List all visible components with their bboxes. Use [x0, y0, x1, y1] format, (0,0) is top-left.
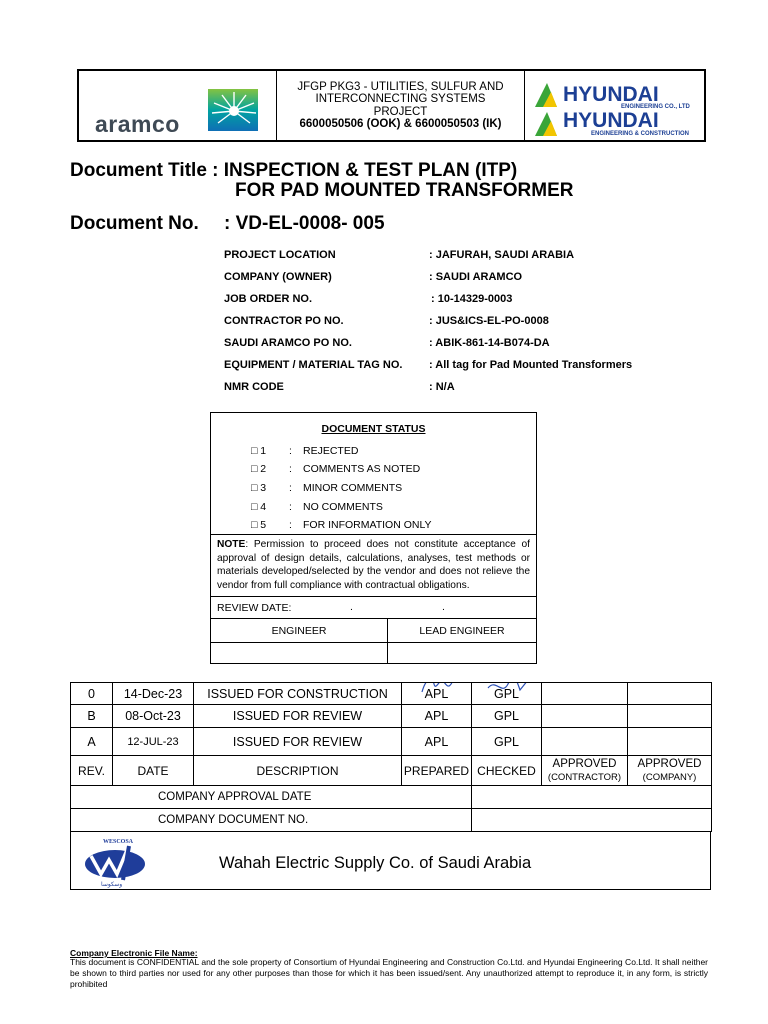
table-row	[71, 705, 712, 728]
info-label: SAUDI ARAMCO PO NO.	[224, 337, 352, 349]
lead-engineer-label: LEAD ENGINEER	[419, 624, 505, 637]
description-cell: ISSUED FOR REVIEW	[194, 728, 402, 756]
hyundai-logo-sub-2: ENGINEERING & CONSTRUCTION	[591, 131, 690, 137]
approved-contractor-header	[542, 756, 628, 786]
hyundai-logo-text-1: HYUNDAI	[563, 83, 659, 106]
engineer-label: ENGINEER	[211, 619, 388, 642]
approved-label: APPROVED	[637, 757, 702, 770]
status-checkbox[interactable]: □ 3	[251, 482, 267, 494]
checked-cell: GPL	[472, 728, 542, 756]
status-colon: :	[289, 482, 292, 494]
vendor-row	[70, 832, 711, 890]
signature-blank-row[interactable]	[211, 642, 536, 664]
info-value: : JUS&ICS-EL-PO-0008	[429, 315, 549, 327]
company-approval-date-field[interactable]	[472, 786, 712, 809]
hyundai-logo-text-2: HYUNDAI	[563, 109, 659, 132]
project-title-cell	[277, 71, 525, 140]
approved-contractor-cell	[542, 705, 628, 728]
aramco-logo-cell	[79, 71, 277, 140]
approved-contractor-cell	[542, 683, 628, 705]
table-row	[71, 683, 712, 705]
company-document-no-field[interactable]	[472, 809, 712, 832]
prepared-header: PREPARED	[402, 756, 472, 786]
review-date-dot-2: .	[442, 601, 445, 613]
date-cell: 14-Dec-23	[113, 683, 194, 705]
document-title-value-2: FOR PAD MOUNTED TRANSFORMER	[235, 180, 574, 201]
description-header: DESCRIPTION	[194, 756, 402, 786]
document-number-value: : VD-EL-0008- 005	[224, 213, 385, 234]
company-approval-date-row	[71, 786, 712, 809]
project-line-2: INTERCONNECTING SYSTEMS	[315, 93, 486, 105]
hyundai-logo-cell	[525, 71, 704, 140]
status-checkbox[interactable]: □ 5	[251, 519, 267, 531]
info-value: : JAFURAH, SAUDI ARABIA	[429, 249, 575, 261]
status-text: COMMENTS AS NOTED	[303, 463, 421, 475]
wescosa-logo-text: WESCOSA	[103, 839, 134, 845]
status-title: DOCUMENT STATUS	[321, 423, 426, 435]
prepared-cell: APL	[402, 705, 472, 728]
date-cell: 12-JUL-23	[113, 728, 194, 756]
info-value: : ABIK-861-14-B074-DA	[429, 337, 550, 349]
rev-cell: A	[71, 728, 113, 756]
date-header: DATE	[113, 756, 194, 786]
approved-company-cell	[628, 728, 712, 756]
date-cell: 08-Oct-23	[113, 705, 194, 728]
vendor-name: Wahah Electric Supply Co. of Saudi Arabia	[219, 854, 532, 872]
review-date-row[interactable]	[211, 596, 536, 618]
prepared-cell	[402, 683, 472, 705]
status-colon: :	[289, 445, 292, 457]
table-row	[71, 728, 712, 756]
revision-table	[70, 682, 712, 832]
project-line-3: PROJECT	[373, 105, 428, 118]
prepared-cell: APL	[402, 728, 472, 756]
wescosa-logo-icon	[81, 836, 161, 888]
document-title-value-1: INSPECTION & TEST PLAN (ITP)	[223, 160, 518, 181]
approved-company-cell	[628, 683, 712, 705]
hyundai-logo-sub-1: ENGINEERING CO., LTD	[621, 104, 690, 110]
checked-value: GPL	[493, 686, 519, 701]
info-label: JOB ORDER NO.	[224, 293, 313, 305]
rev-cell: 0	[71, 683, 113, 705]
status-checkbox[interactable]: □ 1	[251, 445, 267, 457]
prepared-value: APL	[424, 686, 449, 701]
description-cell: ISSUED FOR REVIEW	[194, 705, 402, 728]
project-line-1: JFGP PKG3 - UTILITIES, SULFUR AND	[297, 80, 504, 93]
document-title-line-1	[70, 160, 517, 182]
status-colon: :	[289, 501, 292, 513]
status-text: FOR INFORMATION ONLY	[303, 519, 432, 531]
info-label: CONTRACTOR PO NO.	[224, 315, 344, 327]
status-checkbox[interactable]: □ 4	[251, 501, 267, 513]
company-approval-date-label: COMPANY APPROVAL DATE	[71, 786, 472, 809]
aramco-logo-icon	[208, 89, 258, 131]
note-label: NOTE	[217, 539, 246, 550]
checked-cell	[472, 683, 542, 705]
checked-cell: GPL	[472, 705, 542, 728]
review-date-dot-1: .	[350, 601, 353, 613]
info-label: COMPANY (OWNER)	[224, 271, 332, 283]
info-value: : SAUDI ARAMCO	[429, 271, 523, 283]
status-colon: :	[289, 463, 292, 475]
file-name-label: Company Electronic File Name:	[70, 948, 198, 958]
approved-company-cell	[628, 705, 712, 728]
confidential-notice: This document is CONFIDENTIAL and the sole property of Consortium of Hyundai Engineering and Construction Co.Ltd. and Hyundai Engineering Co.Ltd. It shall neither be shown to third parties nor used for any other purposes than those for which it has been issued/sent. Any unauthorized attempt to reproduce it, in any form, is strictly prohibited	[70, 957, 708, 989]
info-label: NMR CODE	[224, 381, 284, 393]
engineer-signature-field[interactable]	[211, 643, 388, 664]
project-numbers: 6600050506 (OOK) & 6600050503 (IK)	[299, 118, 502, 130]
rev-header: REV.	[71, 756, 113, 786]
status-note	[211, 534, 536, 595]
approved-company-header	[628, 756, 712, 786]
table-header-row	[71, 756, 712, 786]
description-cell: ISSUED FOR CONSTRUCTION	[194, 683, 402, 705]
note-text: : Permission to proceed does not constitute acceptance of approval of design details, calculations, analyses, test methods or materials developed/selected by the vendor and does not relieve the vendor from full compliance with contractual obligations.	[217, 539, 530, 591]
aramco-logo-text: aramco	[95, 111, 180, 137]
status-checkbox[interactable]: □ 2	[251, 463, 267, 475]
wescosa-logo-arabic: وسكوسا	[101, 881, 123, 888]
status-text: MINOR COMMENTS	[303, 482, 403, 494]
status-text: NO COMMENTS	[303, 501, 383, 513]
status-colon: :	[289, 519, 292, 531]
hyundai-logo-icon	[533, 79, 708, 139]
checked-header: CHECKED	[472, 756, 542, 786]
info-label: EQUIPMENT / MATERIAL TAG NO.	[224, 359, 403, 371]
lead-engineer-signature-field[interactable]	[388, 643, 536, 664]
approved-contractor-cell	[542, 728, 628, 756]
info-value: : All tag for Pad Mounted Transformers	[429, 359, 633, 371]
info-value: : N/A	[429, 381, 455, 393]
contractor-label: (CONTRACTOR)	[547, 771, 622, 783]
info-label: PROJECT LOCATION	[224, 249, 336, 261]
company-document-no-row	[71, 809, 712, 832]
document-title-label: Document Title :	[70, 160, 224, 181]
approved-label: APPROVED	[552, 757, 617, 770]
review-date-label: REVIEW DATE:	[217, 602, 292, 614]
company-document-no-label: COMPANY DOCUMENT NO.	[71, 809, 472, 832]
signature-header-row	[211, 618, 536, 642]
info-value: : 10-14329-0003	[431, 293, 513, 305]
document-number-label: Document No.	[70, 213, 199, 234]
company-label: (COMPANY)	[642, 771, 697, 783]
document-header	[77, 69, 706, 142]
rev-cell: B	[71, 705, 113, 728]
status-text: REJECTED	[303, 445, 359, 457]
document-status-box	[210, 412, 537, 664]
